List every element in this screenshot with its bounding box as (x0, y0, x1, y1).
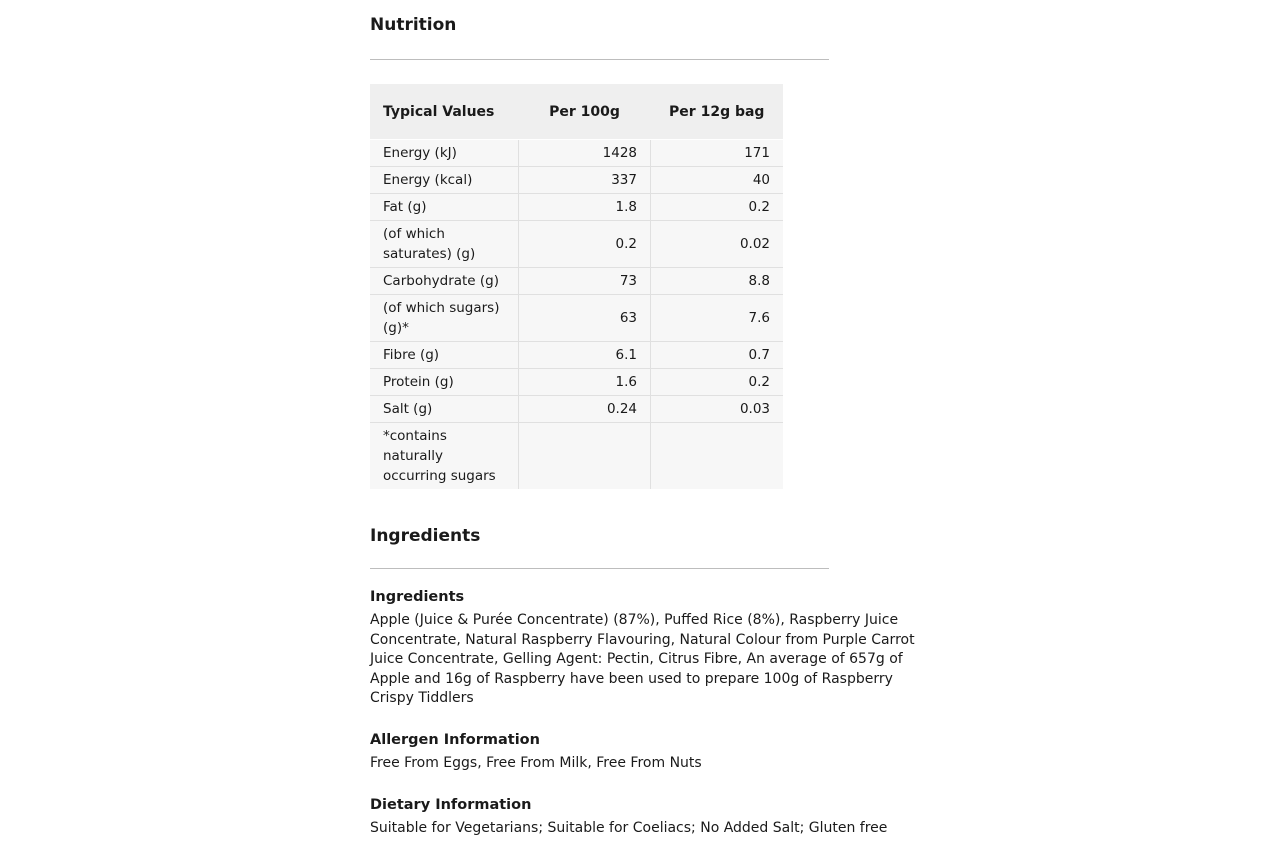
value-per-100g: 1428 (519, 140, 651, 167)
nutrition-table-row (370, 140, 783, 167)
value-per-100g: 6.1 (519, 342, 651, 369)
value-per-100g: 0.2 (519, 221, 651, 268)
nutrition-table-row (370, 423, 783, 490)
value-per-bag: 0.03 (651, 396, 784, 423)
value-per-bag: 8.8 (651, 268, 784, 295)
value-per-100g: 1.6 (519, 369, 651, 396)
allergen-block (370, 730, 915, 774)
nutrition-heading: Nutrition (370, 15, 457, 35)
nutrition-table-header-row (370, 84, 783, 140)
nutrient-label: (of which saturates) (g) (370, 221, 519, 268)
value-per-bag: 7.6 (651, 295, 784, 342)
header-typical-values: Typical Values (370, 84, 519, 140)
nutrition-divider (370, 59, 829, 60)
nutrient-label: *contains naturally occurring sugars (370, 423, 519, 490)
nutrition-table-row (370, 396, 783, 423)
nutrient-label: Carbohydrate (g) (370, 268, 519, 295)
value-per-100g: 0.24 (519, 396, 651, 423)
value-per-bag (651, 423, 784, 490)
nutrition-table-body (370, 140, 783, 490)
dietary-block (370, 795, 915, 839)
header-per-100g: Per 100g (519, 84, 651, 140)
ingredients-subheading: Ingredients (370, 589, 465, 605)
ingredients-text: Apple (Juice & Purée Concentrate) (87%), Puffed Rice (8%), Raspberry Juice Concentrate, Natural Raspberry Flavouring, Natural Colour from Purple Carrot Juice Concentrate, Gelling Agent: Pectin, Citrus Fibre, An average of 657g of Apple and 16g of Raspberry have been used to prepare 100g of Raspberry Crispy Tiddlers (370, 612, 915, 707)
value-per-bag: 0.2 (651, 369, 784, 396)
nutrient-label: Energy (kJ) (370, 140, 519, 167)
header-per-bag: Per 12g bag (651, 84, 784, 140)
allergen-text: Free From Eggs, Free From Milk, Free From Nuts (370, 755, 702, 771)
allergen-subheading: Allergen Information (370, 732, 540, 748)
nutrition-table (370, 84, 783, 489)
value-per-100g (519, 423, 651, 490)
value-per-bag: 171 (651, 140, 784, 167)
dietary-text: Suitable for Vegetarians; Suitable for Coeliacs; No Added Salt; Gluten free (370, 820, 888, 836)
ingredients-block (370, 587, 915, 709)
ingredients-divider (370, 568, 829, 569)
nutrient-label: Energy (kcal) (370, 167, 519, 194)
value-per-bag: 0.02 (651, 221, 784, 268)
nutrient-label: Fat (g) (370, 194, 519, 221)
ingredients-heading: Ingredients (370, 526, 481, 546)
value-per-100g: 73 (519, 268, 651, 295)
value-per-bag: 0.2 (651, 194, 784, 221)
value-per-100g: 1.8 (519, 194, 651, 221)
nutrition-table-row (370, 295, 783, 342)
nutrient-label: Fibre (g) (370, 342, 519, 369)
nutrition-table-row (370, 342, 783, 369)
value-per-100g: 63 (519, 295, 651, 342)
nutrient-label: Protein (g) (370, 369, 519, 396)
value-per-bag: 40 (651, 167, 784, 194)
nutrition-table-row (370, 167, 783, 194)
nutrition-table-row (370, 194, 783, 221)
value-per-bag: 0.7 (651, 342, 784, 369)
value-per-100g: 337 (519, 167, 651, 194)
dietary-subheading: Dietary Information (370, 797, 532, 813)
nutrient-label: (of which sugars) (g)* (370, 295, 519, 342)
nutrition-table-row (370, 268, 783, 295)
nutrition-table-row (370, 221, 783, 268)
nutrient-label: Salt (g) (370, 396, 519, 423)
nutrition-table-row (370, 369, 783, 396)
